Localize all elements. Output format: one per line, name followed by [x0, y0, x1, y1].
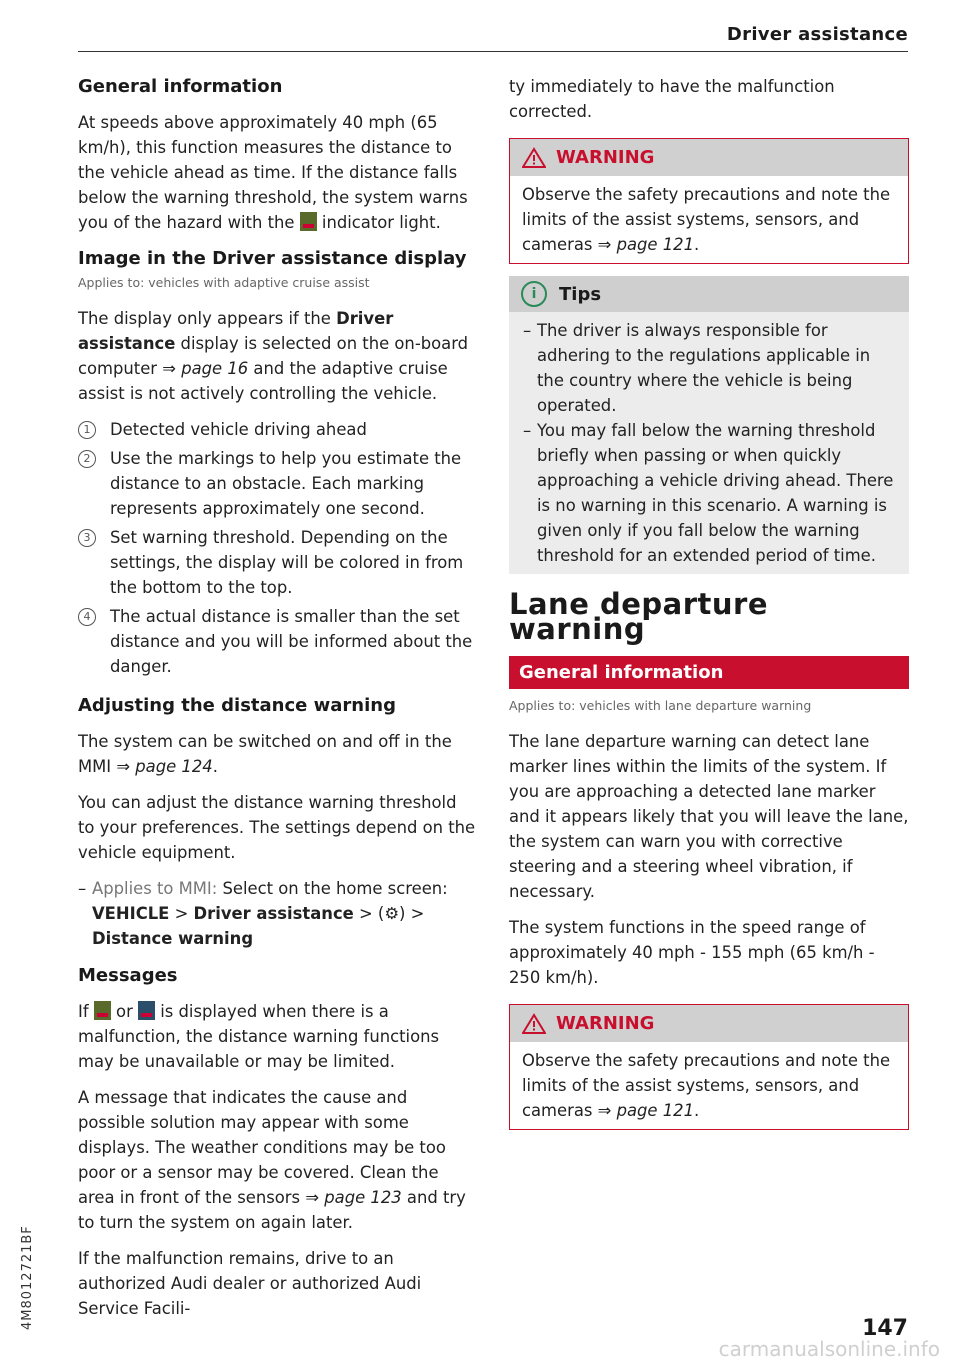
subsection-bar: General information — [509, 656, 909, 689]
tips-header: i Tips — [509, 276, 909, 312]
warning-box — [509, 1004, 909, 1130]
lane-text-2: The system functions in the speed range of approximately 40 mph - 155 mph (65 km/h - 250 km/h). — [509, 918, 875, 987]
page-link[interactable]: ⇒ page 16 — [162, 359, 249, 378]
page-link[interactable]: ⇒ page 121 — [597, 235, 695, 254]
page-link[interactable]: ⇒ page 123 — [305, 1188, 402, 1207]
warning-indicator-icon — [94, 1001, 111, 1020]
applies-to-note: Applies to: vehicles with lane departure warning — [509, 698, 812, 713]
adjust-text-2: You can adjust the distance warning threshold to your preferences. The settings depend on the vehicle equipment. — [78, 793, 476, 862]
page-link[interactable]: ⇒ page 124 — [116, 757, 213, 776]
section-title: Lane departure warning — [509, 587, 768, 646]
messages-text-2: A message that indicates the cause and possible solution may appear with some displays. The weather conditions may be too poor or a sensor may be covered. Clean the area in front of the sensors ⇒ page 123 and try to turn the system on again later. — [78, 1088, 466, 1232]
watermark: carmanualsonline.info — [718, 1337, 940, 1361]
document-code: 4M8012721BF — [20, 1225, 35, 1330]
list-item: – Applies to MMI: Select on the home screen: VEHICLE > Driver assistance > (⚙) > Distance warning — [78, 879, 448, 948]
tips-text — [509, 312, 909, 574]
header-rule — [78, 51, 908, 52]
page-link[interactable]: ⇒ page 121 — [597, 1101, 695, 1120]
warning-header: WARNING — [510, 139, 908, 176]
warning-text: Observe the safety precautions and note the limits of the assist systems, sensors, and cameras ⇒ page 121. — [522, 1051, 891, 1120]
list-item: 1 Detected vehicle driving ahead — [78, 417, 478, 442]
general-info-text: At speeds above approximately 40 mph (65 km/h), this function measures the distance to the vehicle ahead as time. If the distance falls below the warning threshold, the system warns you of the hazard with the indicator light. — [78, 113, 468, 232]
list-item: – The driver is always responsible for adhering to the regulations applicable in the country where the vehicle is being operated. — [523, 321, 871, 415]
applies-to-note: Applies to: vehicles with adaptive cruise assist — [78, 275, 370, 290]
warning-header: WARNING — [510, 1005, 908, 1042]
warning-box — [509, 138, 909, 264]
adjust-text-1: The system can be switched on and off in the MMI ⇒ page 124. — [78, 732, 452, 776]
left-column — [78, 74, 478, 1332]
general-info-heading: General information — [78, 76, 283, 97]
adjust-heading: Adjusting the distance warning — [78, 695, 396, 716]
warning-triangle-icon — [522, 1013, 546, 1035]
settings-icon: ⚙ — [384, 904, 400, 923]
list-item: 3 Set warning threshold. Depending on the settings, the display will be colored in from the bottom to the top. — [78, 525, 478, 600]
warning-text: Observe the safety precautions and note the limits of the assist systems, sensors, and cameras ⇒ page 121. — [522, 185, 891, 254]
list-item: 2 Use the markings to help you estimate the distance to an obstacle. Each marking represents approximately one second. — [78, 446, 478, 521]
distance-warning-indicator-icon — [300, 212, 317, 231]
right-column — [509, 74, 909, 1142]
page-number: 147 — [862, 1316, 908, 1341]
list-item: – You may fall below the warning threshold briefly when passing or when quickly approaching a vehicle driving ahead. There is no warning in this scenario. A warning is given only if you fall below the warning threshold for an extended period of time. — [523, 421, 894, 565]
image-display-text: The display only appears if the Driver assistance display is selected on the on-board computer ⇒ page 16 and the adaptive cruise assist is not actively controlling the vehicle. — [78, 309, 469, 403]
messages-text-3: If the malfunction remains, drive to an authorized Audi dealer or authorized Audi Service Facili- — [78, 1249, 422, 1318]
list-item: 4 The actual distance is smaller than the set distance and you will be informed about the danger. — [78, 604, 478, 679]
messages-heading: Messages — [78, 965, 178, 986]
tips-box — [509, 276, 909, 574]
warning-triangle-icon — [522, 147, 546, 169]
malfunction-indicator-icon — [138, 1001, 155, 1020]
messages-text-1: If or is displayed when there is a malfunction, the distance warning functions may be unavailable or may be limited. — [78, 1002, 440, 1071]
continued-text: ty immediately to have the malfunction corrected. — [509, 77, 835, 121]
lane-text-1: The lane departure warning can detect lane marker lines within the limits of the system. If you are approaching a detected lane marker and it appears likely that you will leave the lane, the system can warn you with corrective steering and a steering wheel vibration, if necessary. — [509, 732, 909, 901]
image-display-heading: Image in the Driver assistance display — [78, 248, 467, 269]
running-header: Driver assistance — [726, 24, 908, 45]
info-icon: i — [521, 281, 547, 307]
